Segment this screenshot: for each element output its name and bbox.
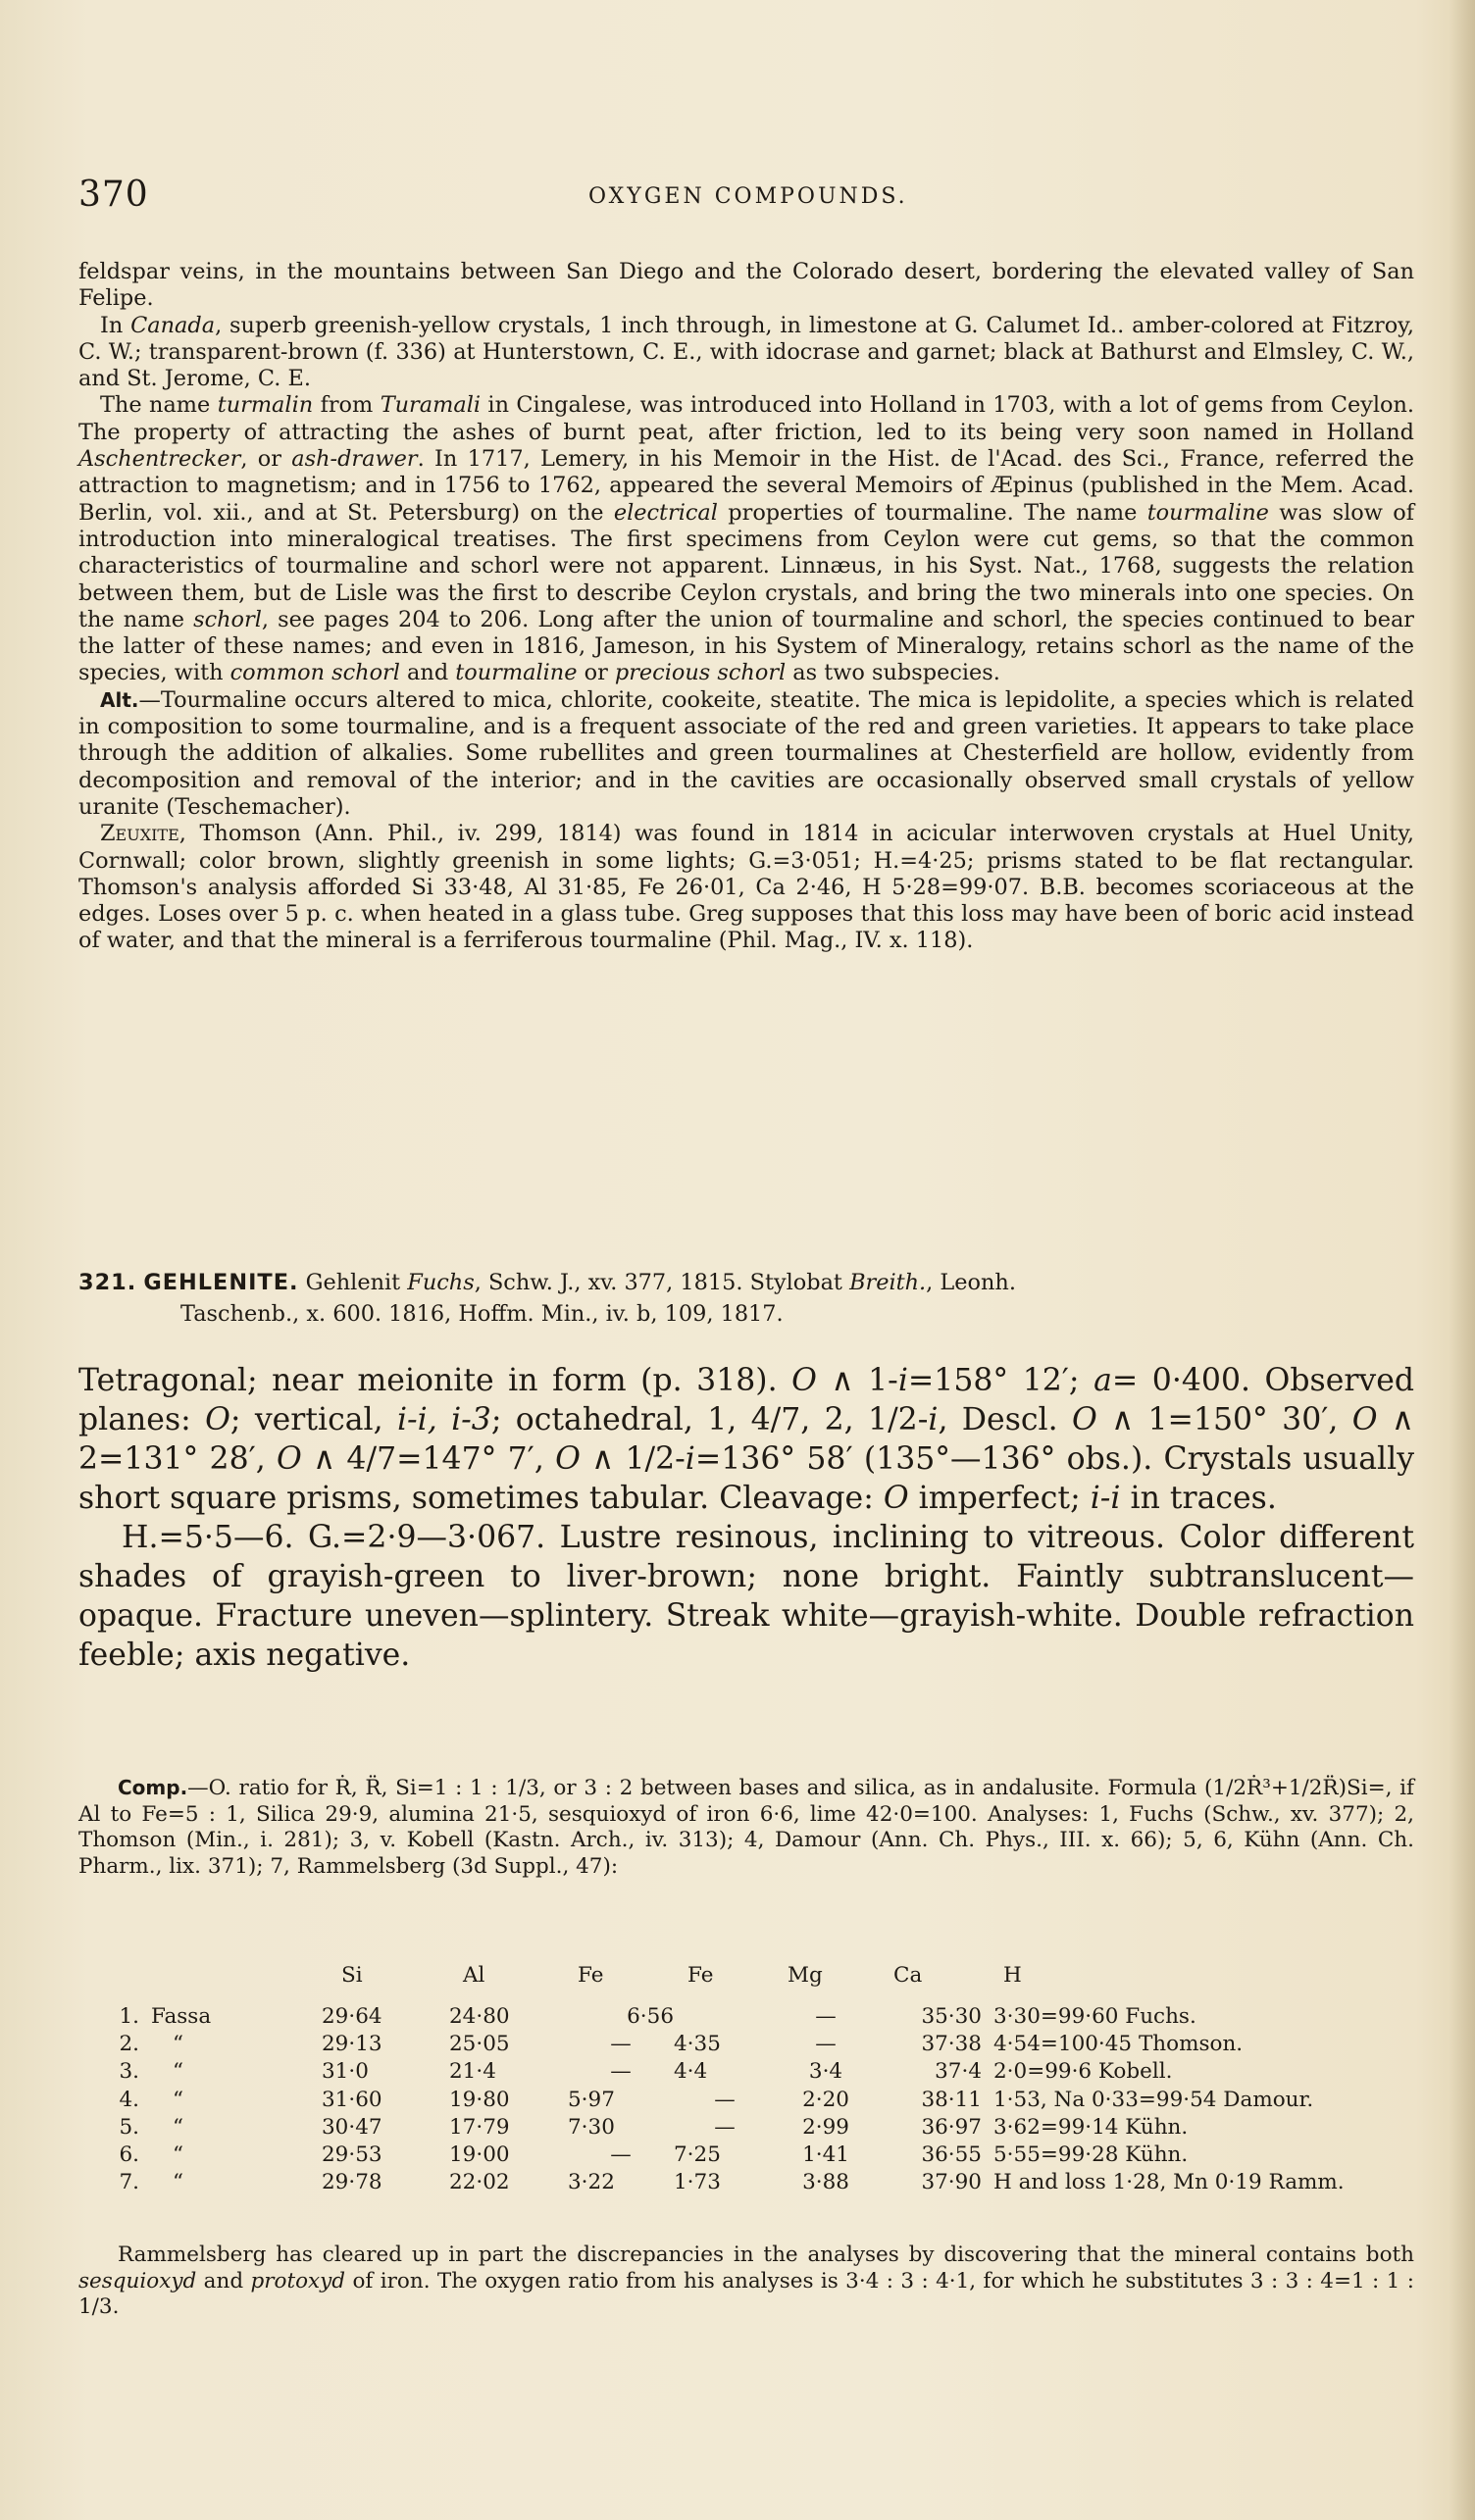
symbol: i [928,1402,939,1437]
table-cell: 29·53 [322,2142,382,2168]
term: tourmaline [1146,499,1269,526]
column-header [78,1963,139,2002]
symbol: O [555,1441,581,1477]
table-cell: 21·4 [449,2059,496,2085]
table-cell: 35·30 [921,2003,982,2029]
term: precious schorl [614,660,787,686]
table-cell: 37·4 [935,2059,982,2085]
table-cell: 29·78 [322,2170,382,2195]
text-span: of iron. The oxygen ratio from his analyses is 3·4 : 3 : 4·1, for which he substitutes 3 : 3 : 4=1 : 1 : 1/3. [78,2268,1414,2319]
table-cell: — [815,2031,837,2056]
table-cell: 19·80 [449,2087,510,2112]
table-cell: — [815,2003,837,2029]
paragraph-zeuxite [78,821,1414,954]
text-span: =158° 12′; [907,1363,1094,1398]
table-cell: 5·97 [568,2087,615,2112]
text-span: Gehlenit [298,1270,408,1295]
table-cell: 1·53, Na 0·33=99·54 Damour. [993,2087,1314,2112]
table-cell: 3·4 [808,2059,843,2085]
text-span: as two subspecies. [786,660,1000,686]
term: tourmaline [455,660,578,686]
mineral-name: Zeuxite, [100,821,186,847]
table-cell: 31·60 [322,2087,382,2112]
table-cell: 2. [119,2031,139,2056]
text-span: . In 1717, Lemery, in his Memoir in the Hist. de l'Acad. des Sci., France, referred the attraction to magnetism; and in 1756 to 1762, appeared the several Memoirs of Æpinus (published in the Mem. Acad. Berlin, vol. xii., and at St. Petersburg) on the [78,446,1414,526]
composition-section [78,1775,1414,1880]
table-cell: — [610,2031,632,2056]
paragraph-physical-properties: H.=5·5—6. G.=2·9—3·067. Lustre resinous, inclining to vitreous. Color different shades of grayish-green to liver-brown; none bright. Faintly subtranslucent—opaque. Fracture uneven—splintery. Streak white—grayish-white. Double refraction feeble; axis negative. [78,1520,1414,1673]
gehlenite-description [78,1361,1414,1675]
table-cell: 4. [119,2087,139,2112]
text-span: , Leonh. [926,1270,1016,1295]
text-span: , superb greenish-yellow crystals, 1 inch through, in limestone at G. Calumet Id.. amber-colored at Fitzroy, C. W.; transparent-brown (f. 336) at Hunterstown, C. E., with idocrase and garnet; black at Bathurst and Elmsley, C. W., and St. Jerome, C. E. [78,312,1414,392]
text-span: ; vertical, [229,1402,397,1437]
symbol: i [897,1363,908,1398]
text-span: ∧ 1=150° 30′, [1096,1402,1352,1437]
text-span: =136° 58′ (135°—136° obs.). Crystals usually short square prisms, sometimes tabular. Cleavage: [78,1441,1414,1516]
section-lead: Comp. [118,1776,188,1799]
table-cell: 3·30=99·60 Fuchs. [993,2003,1196,2029]
closing-paragraph [78,2243,1414,2321]
table-cell: 22·02 [449,2170,510,2195]
term: Turamali [380,392,482,419]
text-span: and [196,2268,251,2293]
text-span: = 0·400. Observed planes: [78,1363,1414,1437]
symbol: i-i, i-3 [396,1402,491,1437]
text-span: in Cingalese, was introduced into Holland in 1703, with a lot of gems from Ceylon. The property of attracting the ashes of burnt peat, after friction, led to its being very soon named in Holland [78,392,1415,445]
text-span: ∧ 2=131° 28′, [78,1402,1414,1477]
table-cell: 37·90 [921,2170,982,2195]
term: protoxyd [250,2268,346,2293]
page-edge-shadow [1450,0,1475,2520]
symbol: O [883,1481,909,1516]
column-header [139,1963,322,2002]
table-cell: H and loss 1·28, Mn 0·19 Ramm. [993,2170,1345,2195]
table-cell: 5. [119,2114,139,2140]
term: Aschentrecker [78,446,241,473]
paragraph-rammelsberg [78,2243,1414,2321]
table-cell: “ [173,2170,183,2195]
species-title: GEHLENITE. [143,1270,299,1295]
table-cell: Fassa [151,2003,212,2029]
table-cell: “ [173,2087,183,2112]
table-cell: 5·55=99·28 Kühn. [993,2142,1189,2168]
text-span: was slow of introduction into mineralogical treatises. The first specimens from Ceylon were cut gems, so that the common characteristics of tourmaline and schorl were not apparent. Linnæus, in his Syst. Nat., 1768, suggests the relation between them, but de Lisle was the first to describe Ceylon crystals, and bring the two minerals into one species. On the name [78,499,1415,632]
text-span: in traces. [1120,1481,1277,1516]
table-row [78,2113,1425,2141]
table-cell: 4·35 [674,2031,721,2056]
analyses-table [78,1963,1425,2196]
paragraph-feldspar: feldspar veins, in the mountains between San Diego and the Colorado desert, bordering the elevated valley of San Felipe. [78,259,1414,312]
species-heading [78,1267,1414,1330]
text-span: Tetragonal; near meionite in form (p. 318). [78,1363,792,1398]
table-cell: 17·79 [449,2114,510,2140]
table-cell: 31·0 [322,2059,369,2085]
table-cell: “ [173,2031,183,2056]
symbol: O [1071,1402,1097,1437]
heading-line-2: Taschenb., x. 600. 1816, Hoffm. Min., iv. b, 109, 1817. [180,1301,784,1327]
table-cell: 25·05 [449,2031,510,2056]
text-span: ∧ 4/7=147° 7′, [301,1441,556,1477]
table-cell: 7·25 [674,2142,721,2168]
symbol: i [685,1441,695,1477]
table-cell: 1·73 [674,2170,721,2195]
term: schorl [193,606,262,632]
table-cell: 3·22 [568,2170,615,2195]
symbol: a [1094,1363,1112,1398]
paragraph-canada [78,313,1414,393]
text-span: and [399,660,456,686]
text-span: The name [100,392,218,419]
term: turmalin [217,392,314,419]
table-cell: 1. [119,2003,139,2029]
table-cell: 30·47 [322,2114,382,2140]
table-cell: 2·99 [802,2114,849,2140]
table-cell: “ [173,2114,183,2140]
tourmaline-continuation [78,259,1414,955]
table-row [78,2002,1425,2030]
column-header: Ca [893,1963,923,1988]
paragraph-alteration [78,687,1414,821]
place-name: Canada [130,312,216,338]
table-cell: 3. [119,2059,139,2085]
column-header: Si [341,1963,363,1988]
symbol: i-i [1090,1481,1121,1516]
table-cell: — [610,2142,632,2168]
table-cell: 4·54=100·45 Thomson. [993,2031,1244,2056]
table-cell: 3·88 [802,2170,849,2195]
text-span: In [100,312,131,338]
text-span: , Schw. J., xv. 377, 1815. Stylobat [474,1270,850,1295]
table-cell: 29·13 [322,2031,382,2056]
author-name: Breith. [849,1270,927,1295]
table-row [78,2086,1425,2113]
section-lead: Alt. [100,687,139,712]
text-span: , Descl. [938,1402,1072,1437]
term: ash-drawer [291,446,418,473]
table-cell: 6·56 [627,2003,674,2029]
species-number: 321. [78,1270,137,1295]
column-header: H [1003,1963,1022,1988]
table-cell: 4·4 [674,2059,708,2085]
table-cell: 24·80 [449,2003,510,2029]
column-header: Fe [578,1963,604,1988]
table-cell [674,2002,776,2030]
text-span: from [313,392,381,419]
table-cell: “ [173,2142,183,2168]
text-span: imperfect; [908,1481,1091,1516]
table-header-row [78,1963,1425,2002]
symbol: O [277,1441,302,1477]
table-cell: 2·20 [802,2087,849,2112]
text-span: ; octahedral, 1, 4/7, 2, 1/2- [490,1402,929,1437]
table-cell: 7·30 [568,2114,615,2140]
term: electrical [613,499,718,526]
paragraph-composition [78,1775,1414,1880]
table-cell: 38·11 [921,2087,982,2112]
author-name: Fuchs [407,1270,475,1295]
table-cell: 2·0=99·6 Kobell. [993,2059,1173,2085]
text-span: ∧ 1- [816,1363,898,1398]
table-cell: 36·55 [921,2142,982,2168]
text-span: Thomson (Ann. Phil., iv. 299, 1814) was found in 1814 in acicular interwoven crystals at Huel Unity, Cornwall; color brown, slightly greenish in some lights; G.=3·051; H.=4·25; prisms stated to be flat rectangular. Thomson's analysis afforded Si 33·48, Al 31·85, Fe 26·01, Ca 2·46, H 5·28=99·07. B.B. becomes scoriaceous at the edges. Loses over 5 p. c. when heated in a glass tube. Greg supposes that this loss may have been of boric acid instead of water, and that the mineral is a ferriferous tourmaline (Phil. Mag., IV. x. 118). [78,821,1414,954]
text-span: , see pages 204 to 206. Long after the union of tourmaline and schorl, the species continued to bear the latter of these names; and even in 1816, Jameson, in his System of Mineralogy, retains schorl as the name of the species, with [78,606,1415,686]
table-cell: 6. [119,2142,139,2168]
table-cell: — [610,2059,632,2085]
table-cell: 1·41 [802,2142,849,2168]
table-row [78,2030,1425,2057]
table-row [78,2141,1425,2168]
table-cell: 36·97 [921,2114,982,2140]
table-cell: 7. [119,2170,139,2195]
text-span: properties of tourmaline. The name [717,499,1147,526]
symbol: O [205,1402,230,1437]
table-row [78,2058,1425,2086]
column-header: Al [463,1963,485,1988]
column-header: Mg [788,1963,823,1988]
table-cell: 3·62=99·14 Kühn. [993,2114,1189,2140]
table-cell: 19·00 [449,2142,510,2168]
table-cell: — [714,2087,736,2112]
paragraph-name-history [78,392,1414,686]
table-row [78,2169,1425,2196]
running-head: OXYGEN COMPOUNDS. [588,184,908,209]
symbol: O [791,1363,817,1398]
table-cell: 29·64 [322,2003,382,2029]
text-span: ∧ 1/2- [580,1441,686,1477]
table-cell: 37·38 [921,2031,982,2056]
text-span: , or [240,446,292,473]
heading-line-1 [78,1267,1414,1298]
term: common schorl [229,660,400,686]
symbol: O [1351,1402,1378,1437]
page-header [78,175,1412,224]
text-span: Rammelsberg has cleared up in part the discrepancies in the analyses by discovering that the mineral contains both [118,2243,1414,2267]
page-number: 370 [78,175,149,215]
paragraph-crystallography [78,1361,1414,1518]
text-span: —Tourmaline occurs altered to mica, chlorite, cookeite, steatite. The mica is lepidolite, a species which is related in composition to some tourmaline, and is a frequent associate of the red and green varieties. It appears to take place through the addition of alkalies. Some rubellites and green tourmalines at Chesterfield are hollow, evidently from decomposition and removal of the interior; and in the cavities are occasionally observed small crystals of yellow uranite (Teschemacher). [78,686,1414,820]
table-cell: “ [173,2059,183,2085]
table-cell: — [714,2114,736,2140]
text-span: —O. ratio for Ṙ, R̈, Si=1 : 1 : 1/3, or 3 : 2 between bases and silica, as in andalusite. Formula (1/2Ṙ³+1/2R̈)Si=, if Al to Fe=5 : 1, Silica 29·9, alumina 21·5, sesquioxyd of iron 6·6, lime 42·0=100. Analyses: 1, Fuchs (Schw., xv. 377); 2, Thomson (Min., i. 281); 3, v. Kobell (Kastn. Arch., iv. 313); 4, Damour (Ann. Ch. Phys., III. x. 66); 5, 6, Kühn (Ann. Ch. Pharm., lix. 371); 7, Rammelsberg (3d Suppl., 47): [78,1776,1414,1879]
text-span: or [577,660,615,686]
column-header: Fe [687,1963,714,1988]
term: sesquioxyd [78,2268,197,2293]
